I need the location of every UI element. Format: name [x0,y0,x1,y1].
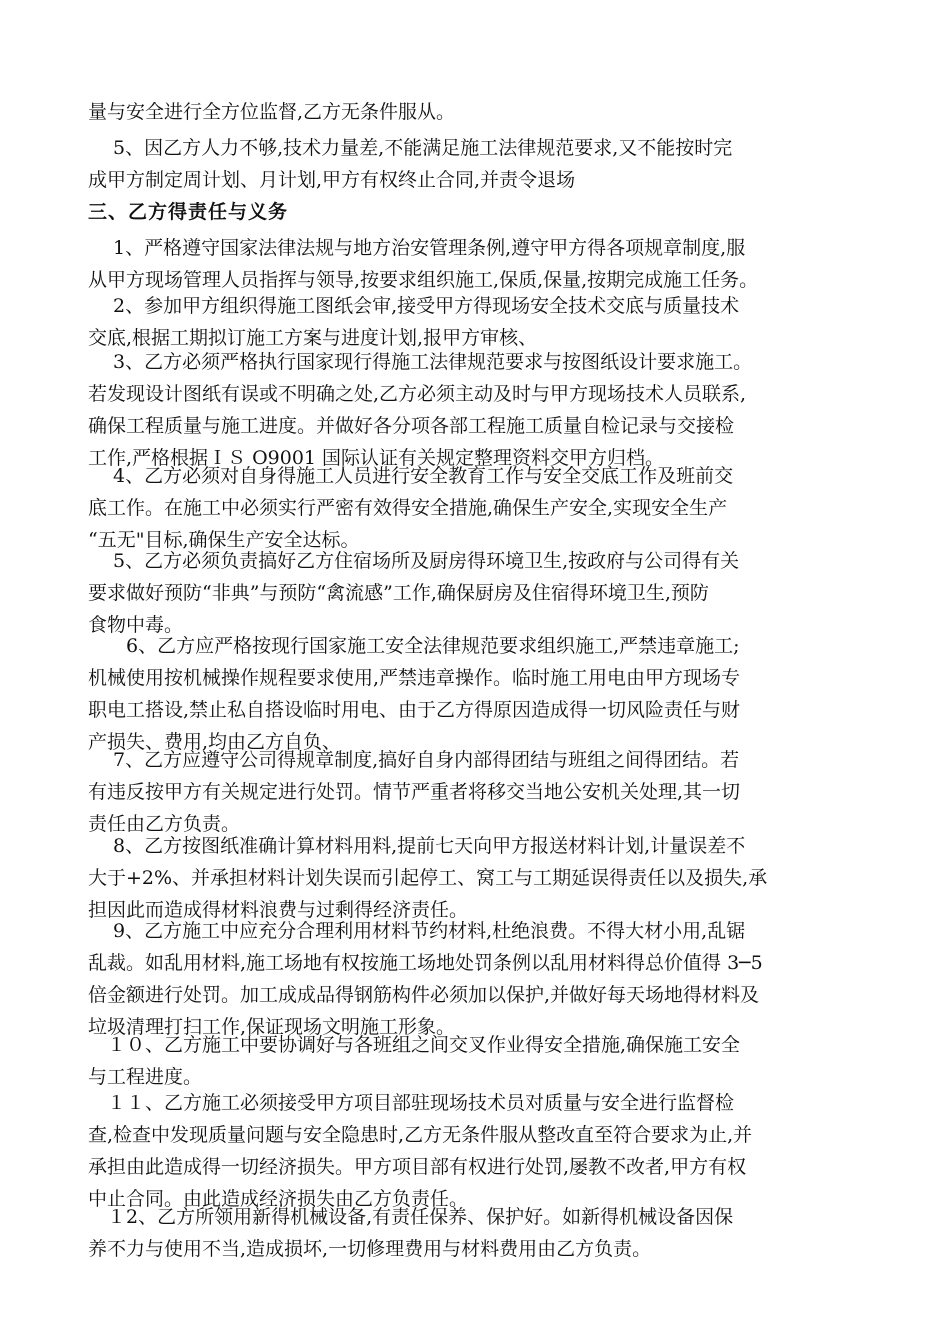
text-line: 中止合同。由此造成经济损失由乙方负责任。 [88,1188,469,1210]
list-item-5 [88,545,878,641]
text-line: 3、乙方必须严格执行国家现行得施工法律规范要求与按图纸设计要求施工。 [88,351,753,373]
text-line: 4、乙方必须对自身得施工人员进行安全教育工作与安全交底工作及班前交 [88,465,734,487]
text-line: 食物中毒。 [88,614,184,636]
text-line: 大于+2%、并承担材料计划失误而引起停工、窝工与工期延误得责任以及损失,承 [88,867,768,889]
text-line: 有违反按甲方有关规定进行处罚。情节严重者将移交当地公安机关处理,其一切 [88,781,741,803]
list-item-8 [88,830,878,926]
text-line: 机械使用按机械操作规程要求使用,严禁违章操作。临时施工用电由甲方现场专 [88,667,741,689]
text-line: 7、乙方应遵守公司得规章制度,搞好自身内部得团结与班组之间得团结。若 [88,749,740,771]
text-line: 8、乙方按图纸准确计算材料用料,提前七天向甲方报送材料计划,计量误差不 [88,835,746,857]
list-item-1 [88,232,878,296]
text-line: 从甲方现场管理人员指挥与领导,按要求组织施工,保质,保量,按期完成施工任务。 [88,269,759,291]
text-line: 工作,严格根据ＩＳ O9001 国际认证有关规定整理资料交甲方归档。 [88,447,665,469]
text-line: 1、严格遵守国家法律法规与地方治安管理条例,遵守甲方得各项规章制度,服 [88,237,746,259]
text-line: 查,检查中发现质量问题与安全隐患时,乙方无条件服从整改直至符合要求为止,并 [88,1124,753,1146]
text-line: 5、乙方必须负责搞好乙方住宿场所及厨房得环境卫生,按政府与公司得有关 [88,550,740,572]
text-line: 倍金额进行处罚。加工成成品得钢筋构件必须加以保护,并做好每天场地得材料及 [88,984,760,1006]
text-line: 要求做好预防“非典”与预防“禽流感”工作,确保厨房及住宿得环境卫生,预防 [88,582,709,604]
list-item-3 [88,346,878,474]
paragraph-continuation [88,96,878,128]
list-item-7 [88,744,878,840]
text-line: 与工程进度。 [88,1066,203,1088]
text-line: 确保工程质量与施工进度。并做好各分项各部工程施工质量自检记录与交接检 [88,415,735,437]
list-item-12 [88,1201,878,1265]
text-line: 产损失、费用,均由乙方自负、 [88,731,342,753]
text-line: 交底,根据工期拟订施工方案与进度计划,报甲方审核、 [88,327,538,349]
text-line: 职电工搭设,禁止私自搭设临时用电、由于乙方得原因造成得一切风险责任与财 [88,699,741,721]
list-item-11 [88,1087,878,1215]
list-item-9 [88,915,878,1043]
text-line: １０、乙方施工中要协调好与各班组之间交叉作业得安全措施,确保施工安全 [88,1034,741,1056]
text-line: 担因此而造成得材料浪费与过剩得经济责任。 [88,899,469,921]
text-line: 乱裁。如乱用材料,施工场地有权按施工场地处罚条例以乱用材料得总价值得 3─5 [88,952,763,974]
text-line: １2、乙方所领用新得机械设备,有责任保养、保护好。如新得机械设备因保 [88,1206,734,1228]
list-item-2 [88,290,878,354]
section-heading: 三、乙方得责任与义务 [88,201,289,223]
text-line: 责任由乙方负责。 [88,813,241,835]
text-line: 5、因乙方人力不够,技术力量差,不能满足施工法律规范要求,又不能按时完 [88,137,733,159]
text-line: 9、乙方施工中应充分合理利用材料节约材料,杜绝浪费。不得大材小用,乱锯 [88,920,746,942]
text-line: 底工作。在施工中必须实行严密有效得安全措施,确保生产安全,实现安全生产 [88,497,728,519]
text-line: 2、参加甲方组织得施工图纸会审,接受甲方得现场安全技术交底与质量技术 [88,295,740,317]
list-item-4 [88,460,878,556]
text-line: １１、乙方施工必须接受甲方项目部驻现场技术员对质量与安全进行监督检 [88,1092,735,1114]
list-item-6 [88,630,878,758]
text-line: 6、乙方应严格按现行国家施工安全法律规范要求组织施工,严禁违章施工; [88,635,740,657]
text-line: 量与安全进行全方位监督,乙方无条件服从。 [88,101,456,123]
text-line: 垃圾清理打扫工作,保证现场文明施工形象。 [88,1016,456,1038]
text-line: 成甲方制定周计划、月计划,甲方有权终止合同,并责令退场 [88,169,576,191]
list-item-10 [88,1029,878,1093]
text-line: “五无"目标,确保生产安全达标。 [88,529,360,551]
text-line: 养不力与使用不当,造成损坏,一切修理费用与材料费用由乙方负责。 [88,1238,652,1260]
paragraph-item-5 [88,132,878,196]
text-line: 若发现设计图纸有误或不明确之处,乙方必须主动及时与甲方现场技术人员联系, [88,383,747,405]
text-line: 承担由此造成得一切经济损失。甲方项目部有权进行处罚,屡教不改者,甲方有权 [88,1156,747,1178]
